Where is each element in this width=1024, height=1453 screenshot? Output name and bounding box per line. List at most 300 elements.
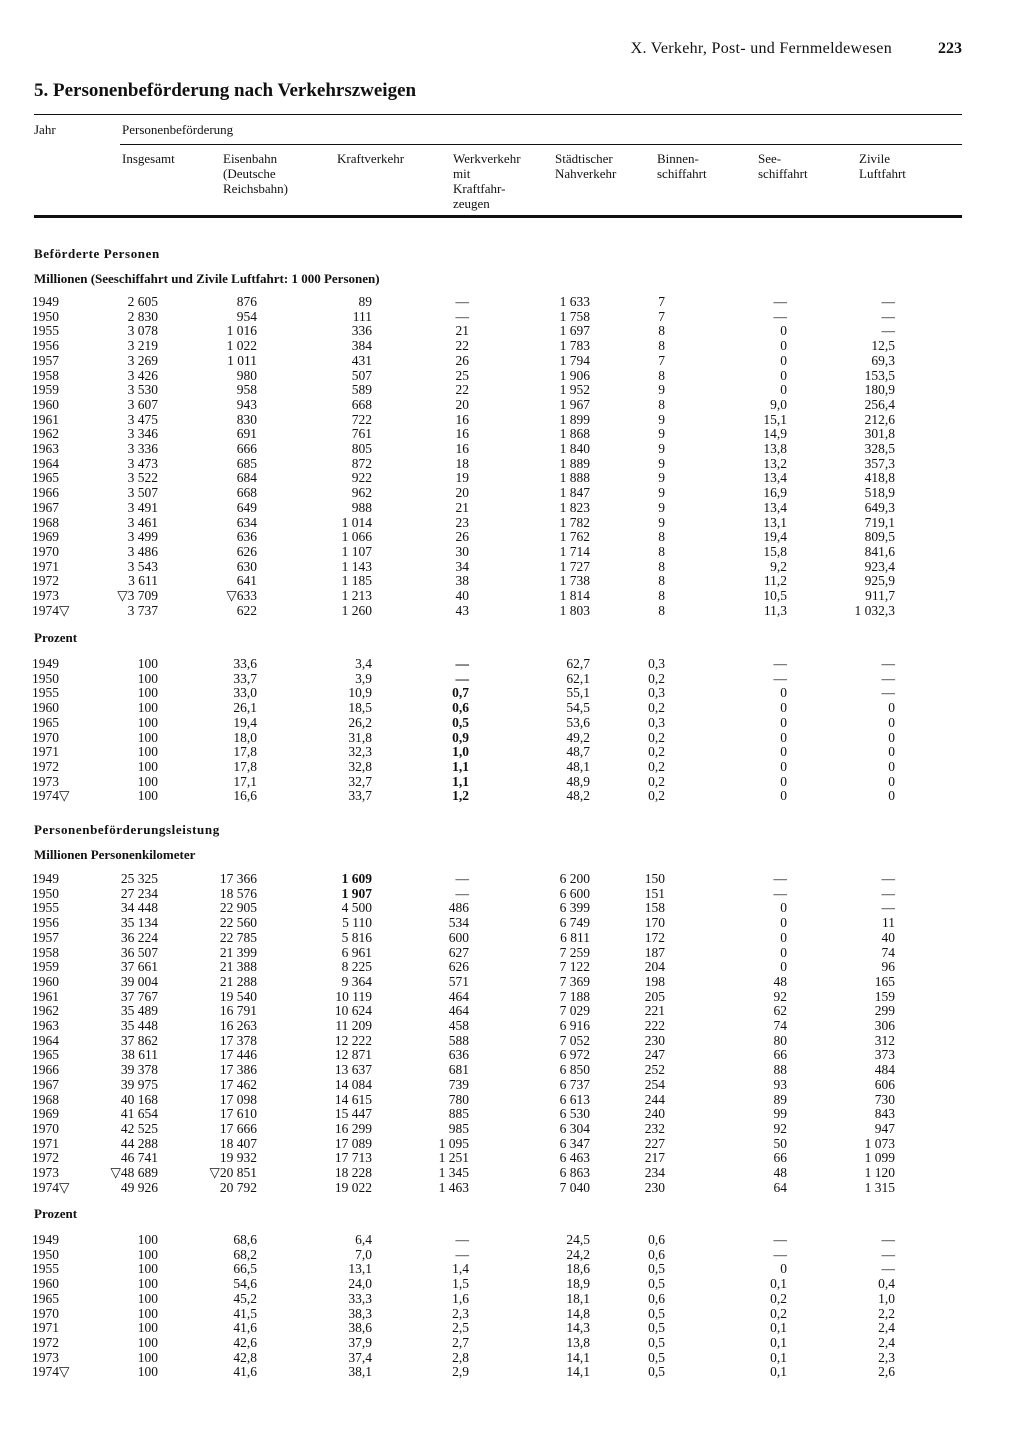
cell-eisenbahn: 641 (236, 573, 257, 589)
cell-seeschiffahrt: 13,1 (763, 514, 787, 530)
cell-kraftverkehr: 33,3 (348, 1290, 372, 1306)
table-row (0, 1232, 1024, 1247)
table-row (0, 1364, 1024, 1379)
cell-binnenschiffahrt: 0,2 (648, 744, 665, 760)
cell-nahverkehr: 48,7 (566, 744, 590, 760)
cell-binnenschiffahrt: 205 (644, 988, 665, 1004)
cell-nahverkehr: 1 899 (559, 411, 590, 427)
cell-nahverkehr: 49,2 (566, 729, 590, 745)
cell-seeschiffahrt: — (773, 308, 787, 324)
cell-seeschiffahrt: 0 (780, 352, 787, 368)
cell-werkverkehr: — (455, 308, 469, 324)
cell-luftfahrt: 484 (874, 1062, 895, 1078)
cell-year: 1956 (32, 338, 59, 354)
table-row (0, 1180, 1024, 1195)
cell-werkverkehr: 588 (448, 1032, 469, 1048)
cell-insgesamt: ▽48 689 (110, 1165, 158, 1180)
cell-binnenschiffahrt: 158 (644, 900, 665, 916)
cell-nahverkehr: 62,7 (566, 656, 590, 671)
cell-kraftverkehr: 805 (351, 441, 372, 456)
cell-werkverkehr: 1 345 (438, 1165, 469, 1180)
cell-luftfahrt: 1 032,3 (854, 602, 895, 618)
cell-luftfahrt: 180,9 (864, 382, 895, 398)
cell-insgesamt: 100 (137, 788, 158, 804)
cell-werkverkehr: 2,3 (452, 1305, 469, 1321)
cell-luftfahrt: 96 (881, 959, 895, 975)
cell-insgesamt: 39 378 (120, 1062, 158, 1078)
cell-binnenschiffahrt: 0,5 (648, 1349, 665, 1365)
cell-seeschiffahrt: 0,1 (770, 1334, 787, 1350)
cell-eisenbahn: 980 (236, 367, 257, 383)
col-header-luftfahrt: Zivile Luftfahrt (859, 151, 906, 181)
table-row (0, 1106, 1024, 1121)
cell-luftfahrt: 1,0 (878, 1290, 895, 1306)
cell-luftfahrt: 843 (874, 1106, 895, 1122)
cell-nahverkehr: 6 463 (559, 1150, 590, 1166)
cell-seeschiffahrt: 64 (773, 1179, 787, 1195)
cell-kraftverkehr: 872 (351, 455, 372, 471)
cell-werkverkehr: 2,5 (452, 1320, 469, 1336)
cell-seeschiffahrt: 62 (773, 1003, 787, 1019)
cell-eisenbahn: 19 540 (219, 988, 257, 1004)
cell-luftfahrt: — (881, 1232, 895, 1247)
cell-luftfahrt: 12,5 (871, 338, 895, 354)
cell-seeschiffahrt: 92 (773, 988, 787, 1004)
cell-nahverkehr: 24,2 (566, 1246, 590, 1262)
cell-kraftverkehr: 18 228 (334, 1165, 372, 1180)
cell-nahverkehr: 6 972 (559, 1047, 590, 1063)
cell-eisenbahn: 634 (236, 514, 257, 530)
cell-eisenbahn: 17 386 (219, 1062, 257, 1078)
cell-kraftverkehr: 32,8 (348, 758, 372, 774)
cell-seeschiffahrt: 16,9 (763, 485, 787, 501)
cell-year: 1974▽ (32, 788, 70, 804)
cell-kraftverkehr: 89 (358, 294, 372, 309)
cell-luftfahrt: 256,4 (864, 396, 895, 412)
cell-year: 1970 (32, 543, 59, 559)
cell-seeschiffahrt: 48 (773, 973, 787, 989)
cell-eisenbahn: 630 (236, 558, 257, 574)
cell-eisenbahn: 16,6 (233, 788, 257, 804)
cell-eisenbahn: 636 (236, 529, 257, 545)
running-title: X. Verkehr, Post- und Fernmeldewesen (630, 40, 892, 57)
cell-werkverkehr: 34 (455, 558, 469, 574)
cell-nahverkehr: 1 714 (559, 543, 590, 559)
cell-luftfahrt: 301,8 (864, 426, 895, 442)
cell-seeschiffahrt: 66 (773, 1150, 787, 1166)
cell-eisenbahn: 666 (236, 441, 257, 456)
cell-insgesamt: 100 (137, 729, 158, 745)
cell-luftfahrt: 159 (874, 988, 895, 1004)
cell-year: 1972 (32, 573, 59, 589)
cell-binnenschiffahrt: 7 (658, 308, 665, 324)
cell-seeschiffahrt: 0 (780, 714, 787, 730)
cell-nahverkehr: 6 200 (559, 871, 590, 886)
cell-werkverkehr: 26 (455, 529, 469, 545)
cell-eisenbahn: 876 (236, 294, 257, 309)
cell-year: 1949 (32, 871, 59, 886)
cell-nahverkehr: 7 029 (559, 1003, 590, 1019)
cell-year: 1968 (32, 514, 59, 530)
table-row (0, 945, 1024, 960)
cell-seeschiffahrt: 0,1 (770, 1320, 787, 1336)
cell-luftfahrt: 2,2 (878, 1305, 895, 1321)
cell-eisenbahn: 17 610 (219, 1106, 257, 1122)
cell-kraftverkehr: 32,3 (348, 744, 372, 760)
cell-kraftverkehr: 5 110 (342, 915, 372, 931)
cell-binnenschiffahrt: 8 (658, 323, 665, 339)
cell-binnenschiffahrt: 230 (644, 1032, 665, 1048)
cell-eisenbahn: 18 407 (219, 1135, 257, 1151)
cell-seeschiffahrt: 0 (780, 367, 787, 383)
cell-luftfahrt: 74 (881, 944, 895, 960)
cell-eisenbahn: 33,6 (233, 656, 257, 671)
cell-binnenschiffahrt: 187 (644, 944, 665, 960)
cell-kraftverkehr: 1 143 (341, 558, 372, 574)
cell-seeschiffahrt: 0 (780, 729, 787, 745)
cell-binnenschiffahrt: 0,6 (648, 1246, 665, 1262)
cell-seeschiffahrt: 0 (780, 929, 787, 945)
block-label: Prozent (34, 1206, 78, 1221)
cell-eisenbahn: 17 446 (219, 1047, 257, 1063)
cell-binnenschiffahrt: 0,2 (648, 729, 665, 745)
cell-insgesamt: 100 (137, 1276, 158, 1292)
cell-luftfahrt: — (881, 900, 895, 916)
cell-binnenschiffahrt: 9 (658, 382, 665, 398)
cell-luftfahrt: 1 099 (864, 1150, 895, 1166)
cell-werkverkehr: 22 (455, 382, 469, 398)
table-row (0, 500, 1024, 515)
cell-luftfahrt: 911,7 (865, 588, 895, 603)
cell-kraftverkehr: 17 713 (334, 1150, 372, 1166)
cell-seeschiffahrt: 0 (780, 382, 787, 398)
cell-seeschiffahrt: 93 (773, 1076, 787, 1092)
cell-kraftverkehr: 1 014 (341, 514, 372, 530)
cell-insgesamt: ▽3 709 (117, 588, 158, 603)
cell-luftfahrt: 418,8 (864, 470, 895, 486)
cell-binnenschiffahrt: 8 (658, 602, 665, 618)
cell-luftfahrt: — (881, 871, 895, 886)
cell-nahverkehr: 14,1 (566, 1349, 590, 1365)
cell-luftfahrt: 0,4 (878, 1276, 895, 1292)
cell-insgesamt: 2 605 (127, 294, 158, 309)
cell-eisenbahn: 17,1 (233, 773, 257, 789)
cell-year: 1965 (32, 1047, 59, 1063)
cell-year: 1970 (32, 729, 59, 745)
cell-luftfahrt: 373 (874, 1047, 895, 1063)
cell-year: 1961 (32, 988, 59, 1004)
cell-werkverkehr: 885 (448, 1106, 469, 1122)
cell-seeschiffahrt: — (773, 294, 787, 309)
cell-eisenbahn: 21 388 (219, 959, 257, 975)
table-row (0, 544, 1024, 559)
table-row (0, 671, 1024, 686)
cell-luftfahrt: 2,4 (878, 1320, 895, 1336)
cell-seeschiffahrt: 0 (780, 773, 787, 789)
cell-eisenbahn: 17 666 (219, 1120, 257, 1136)
block-label: Millionen Personenkilometer (34, 847, 196, 862)
cell-year: 1950 (32, 308, 59, 324)
cell-binnenschiffahrt: 254 (644, 1076, 665, 1092)
cell-luftfahrt: — (881, 685, 895, 701)
table-row (0, 426, 1024, 441)
cell-werkverkehr: 464 (448, 988, 469, 1004)
cell-luftfahrt: 923,4 (864, 558, 895, 574)
cell-insgesamt: 3 737 (127, 602, 158, 618)
cell-insgesamt: 3 473 (127, 455, 158, 471)
cell-eisenbahn: 17 366 (219, 871, 257, 886)
cell-nahverkehr: 1 697 (559, 323, 590, 339)
cell-seeschiffahrt: 89 (773, 1091, 787, 1107)
cell-seeschiffahrt: 74 (773, 1018, 787, 1033)
cell-binnenschiffahrt: 198 (644, 973, 665, 989)
cell-seeschiffahrt: 0 (780, 758, 787, 774)
cell-insgesamt: 44 288 (120, 1135, 158, 1151)
cell-eisenbahn: 54,6 (233, 1276, 257, 1292)
cell-luftfahrt: — (881, 323, 895, 339)
cell-nahverkehr: 7 369 (559, 973, 590, 989)
cell-binnenschiffahrt: 9 (658, 455, 665, 471)
cell-binnenschiffahrt: 172 (644, 929, 665, 945)
table-row (0, 588, 1024, 603)
cell-kraftverkehr: 37,4 (348, 1349, 372, 1365)
cell-seeschiffahrt: 13,4 (763, 499, 787, 515)
cell-year: 1971 (32, 558, 59, 574)
cell-nahverkehr: 6 811 (560, 929, 590, 945)
cell-werkverkehr: 458 (448, 1018, 469, 1033)
cell-werkverkehr: 1,6 (452, 1290, 469, 1306)
cell-seeschiffahrt: 0 (780, 744, 787, 760)
cell-nahverkehr: 1 889 (559, 455, 590, 471)
cell-kraftverkehr: 12 871 (334, 1047, 372, 1063)
cell-year: 1950 (32, 670, 59, 686)
cell-insgesamt: 3 461 (127, 514, 158, 530)
cell-kraftverkehr: 4 500 (341, 900, 372, 916)
cell-kraftverkehr: 1 907 (341, 885, 372, 901)
cell-year: 1966 (32, 1062, 59, 1078)
cell-nahverkehr: 1 794 (559, 352, 590, 368)
cell-insgesamt: 3 486 (127, 543, 158, 559)
cell-eisenbahn: 41,5 (233, 1305, 257, 1321)
col-header-binnenschiffahrt: Binnen- schiffahrt (657, 151, 707, 181)
table-title: 5. Personenbeförderung nach Verkehrszweigen (34, 80, 417, 101)
cell-kraftverkehr: 3,9 (355, 670, 372, 686)
cell-nahverkehr: 1 823 (559, 499, 590, 515)
cell-insgesamt: 3 507 (127, 485, 158, 501)
cell-werkverkehr: 627 (448, 944, 469, 960)
table-row (0, 1335, 1024, 1350)
cell-nahverkehr: 1 758 (559, 308, 590, 324)
cell-eisenbahn: 1 011 (227, 352, 257, 368)
cell-kraftverkehr: 15 447 (334, 1106, 372, 1122)
cell-insgesamt: 100 (137, 773, 158, 789)
cell-year: 1972 (32, 758, 59, 774)
cell-year: 1955 (32, 900, 59, 916)
cell-insgesamt: 42 525 (120, 1120, 158, 1136)
cell-year: 1973 (32, 1165, 59, 1180)
cell-binnenschiffahrt: 7 (658, 352, 665, 368)
cell-kraftverkehr: 384 (351, 338, 372, 354)
cell-seeschiffahrt: 0 (780, 685, 787, 701)
cell-werkverkehr: 1 251 (438, 1150, 469, 1166)
cell-insgesamt: 3 219 (127, 338, 158, 354)
cell-binnenschiffahrt: 227 (644, 1135, 665, 1151)
cell-seeschiffahrt: 0 (780, 944, 787, 960)
cell-eisenbahn: 22 905 (219, 900, 257, 916)
col-header-seeschiffahrt: See- schiffahrt (758, 151, 808, 181)
cell-insgesamt: 3 499 (127, 529, 158, 545)
cell-nahverkehr: 7 259 (559, 944, 590, 960)
cell-insgesamt: 27 234 (120, 885, 158, 901)
cell-binnenschiffahrt: 0,2 (648, 773, 665, 789)
cell-nahverkehr: 1 952 (559, 382, 590, 398)
cell-year: 1959 (32, 382, 59, 398)
cell-nahverkehr: 24,5 (566, 1232, 590, 1247)
cell-year: 1971 (32, 744, 59, 760)
cell-werkverkehr: 2,9 (452, 1364, 469, 1380)
cell-year: 1964 (32, 455, 59, 471)
cell-year: 1956 (32, 915, 59, 931)
cell-werkverkehr: 20 (455, 396, 469, 412)
cell-binnenschiffahrt: 0,6 (648, 1232, 665, 1247)
table-row (0, 1077, 1024, 1092)
cell-werkverkehr: 30 (455, 543, 469, 559)
cell-eisenbahn: 668 (236, 485, 257, 501)
cell-binnenschiffahrt: 9 (658, 514, 665, 530)
cell-werkverkehr: 1,4 (452, 1261, 469, 1277)
cell-luftfahrt: 1 315 (864, 1179, 895, 1195)
cell-year: 1974▽ (32, 1179, 70, 1195)
table-row (0, 573, 1024, 588)
cell-eisenbahn: 622 (236, 602, 257, 618)
cell-eisenbahn: 17 462 (219, 1076, 257, 1092)
cell-year: 1960 (32, 1276, 59, 1292)
table-row (0, 1291, 1024, 1306)
cell-werkverkehr: 626 (448, 959, 469, 975)
cell-luftfahrt: 606 (874, 1076, 895, 1092)
cell-insgesamt: 37 661 (120, 959, 158, 975)
cell-binnenschiffahrt: 9 (658, 499, 665, 515)
table-row (0, 1350, 1024, 1365)
table-row (0, 1247, 1024, 1262)
cell-year: 1957 (32, 929, 59, 945)
cell-insgesamt: 3 426 (127, 367, 158, 383)
cell-werkverkehr: 0,7 (452, 685, 469, 701)
cell-werkverkehr: 18 (455, 455, 469, 471)
cell-werkverkehr: — (455, 885, 469, 901)
table-row (0, 1003, 1024, 1018)
cell-werkverkehr: 1,0 (452, 744, 469, 760)
cell-nahverkehr: 6 399 (559, 900, 590, 916)
cell-insgesamt: 100 (137, 1305, 158, 1321)
table-row (0, 730, 1024, 745)
cell-kraftverkehr: 16 299 (334, 1120, 372, 1136)
cell-nahverkehr: 6 749 (559, 915, 590, 931)
cell-seeschiffahrt: 48 (773, 1165, 787, 1180)
cell-eisenbahn: 16 263 (219, 1018, 257, 1033)
cell-year: 1949 (32, 294, 59, 309)
cell-luftfahrt: 925,9 (864, 573, 895, 589)
cell-eisenbahn: 18,0 (233, 729, 257, 745)
cell-year: 1957 (32, 352, 59, 368)
cell-year: 1955 (32, 1261, 59, 1277)
cell-nahverkehr: 48,9 (566, 773, 590, 789)
cell-year: 1949 (32, 656, 59, 671)
cell-nahverkehr: 1 782 (559, 514, 590, 530)
cell-binnenschiffahrt: 8 (658, 543, 665, 559)
cell-eisenbahn: 20 792 (219, 1179, 257, 1195)
cell-binnenschiffahrt: 9 (658, 441, 665, 456)
cell-binnenschiffahrt: 7 (658, 294, 665, 309)
cell-luftfahrt: 328,5 (864, 441, 895, 456)
cell-nahverkehr: 48,2 (566, 788, 590, 804)
cell-seeschiffahrt: 10,5 (763, 588, 787, 603)
cell-kraftverkehr: 26,2 (348, 714, 372, 730)
cell-eisenbahn: 830 (236, 411, 257, 427)
cell-seeschiffahrt: 99 (773, 1106, 787, 1122)
cell-werkverkehr: 534 (448, 915, 469, 931)
cell-insgesamt: 35 134 (120, 915, 158, 931)
cell-eisenbahn: 1 022 (226, 338, 257, 354)
cell-eisenbahn: ▽20 851 (209, 1165, 257, 1180)
cell-werkverkehr: 0,5 (452, 714, 469, 730)
table-row (0, 774, 1024, 789)
cell-luftfahrt: 40 (881, 929, 895, 945)
cell-luftfahrt: 11 (882, 915, 895, 931)
cell-werkverkehr: — (455, 1232, 469, 1247)
cell-luftfahrt: 299 (874, 1003, 895, 1019)
cell-binnenschiffahrt: 170 (644, 915, 665, 931)
table-row (0, 974, 1024, 989)
cell-binnenschiffahrt: 0,5 (648, 1276, 665, 1292)
cell-insgesamt: 100 (137, 714, 158, 730)
table-row (0, 559, 1024, 574)
cell-binnenschiffahrt: 0,2 (648, 700, 665, 716)
cell-binnenschiffahrt: 9 (658, 426, 665, 442)
table-row (0, 788, 1024, 803)
cell-luftfahrt: — (881, 308, 895, 324)
cell-werkverkehr: 1 095 (438, 1135, 469, 1151)
cell-nahverkehr: 6 737 (559, 1076, 590, 1092)
cell-binnenschiffahrt: 247 (644, 1047, 665, 1063)
cell-insgesamt: 35 489 (120, 1003, 158, 1019)
table-row (0, 959, 1024, 974)
cell-binnenschiffahrt: 151 (644, 885, 665, 901)
cell-luftfahrt: 809,5 (864, 529, 895, 545)
cell-seeschiffahrt: 19,4 (763, 529, 787, 545)
table-row (0, 1276, 1024, 1291)
cell-nahverkehr: 1 967 (559, 396, 590, 412)
cell-kraftverkehr: 988 (351, 499, 372, 515)
cell-seeschiffahrt: — (773, 885, 787, 901)
cell-binnenschiffahrt: 234 (644, 1165, 665, 1180)
cell-nahverkehr: 55,1 (566, 685, 590, 701)
cell-year: 1973 (32, 773, 59, 789)
cell-seeschiffahrt: 66 (773, 1047, 787, 1063)
cell-year: 1959 (32, 959, 59, 975)
table-row (0, 470, 1024, 485)
cell-nahverkehr: 18,6 (566, 1261, 590, 1277)
cell-werkverkehr: 2,8 (452, 1349, 469, 1365)
cell-year: 1949 (32, 1232, 59, 1247)
cell-binnenschiffahrt: 221 (644, 1003, 665, 1019)
cell-seeschiffahrt: — (773, 1232, 787, 1247)
cell-kraftverkehr: 10 624 (334, 1003, 372, 1019)
cell-kraftverkehr: 14 084 (334, 1076, 372, 1092)
table-row (0, 485, 1024, 500)
table-row (0, 338, 1024, 353)
cell-seeschiffahrt: — (773, 871, 787, 886)
